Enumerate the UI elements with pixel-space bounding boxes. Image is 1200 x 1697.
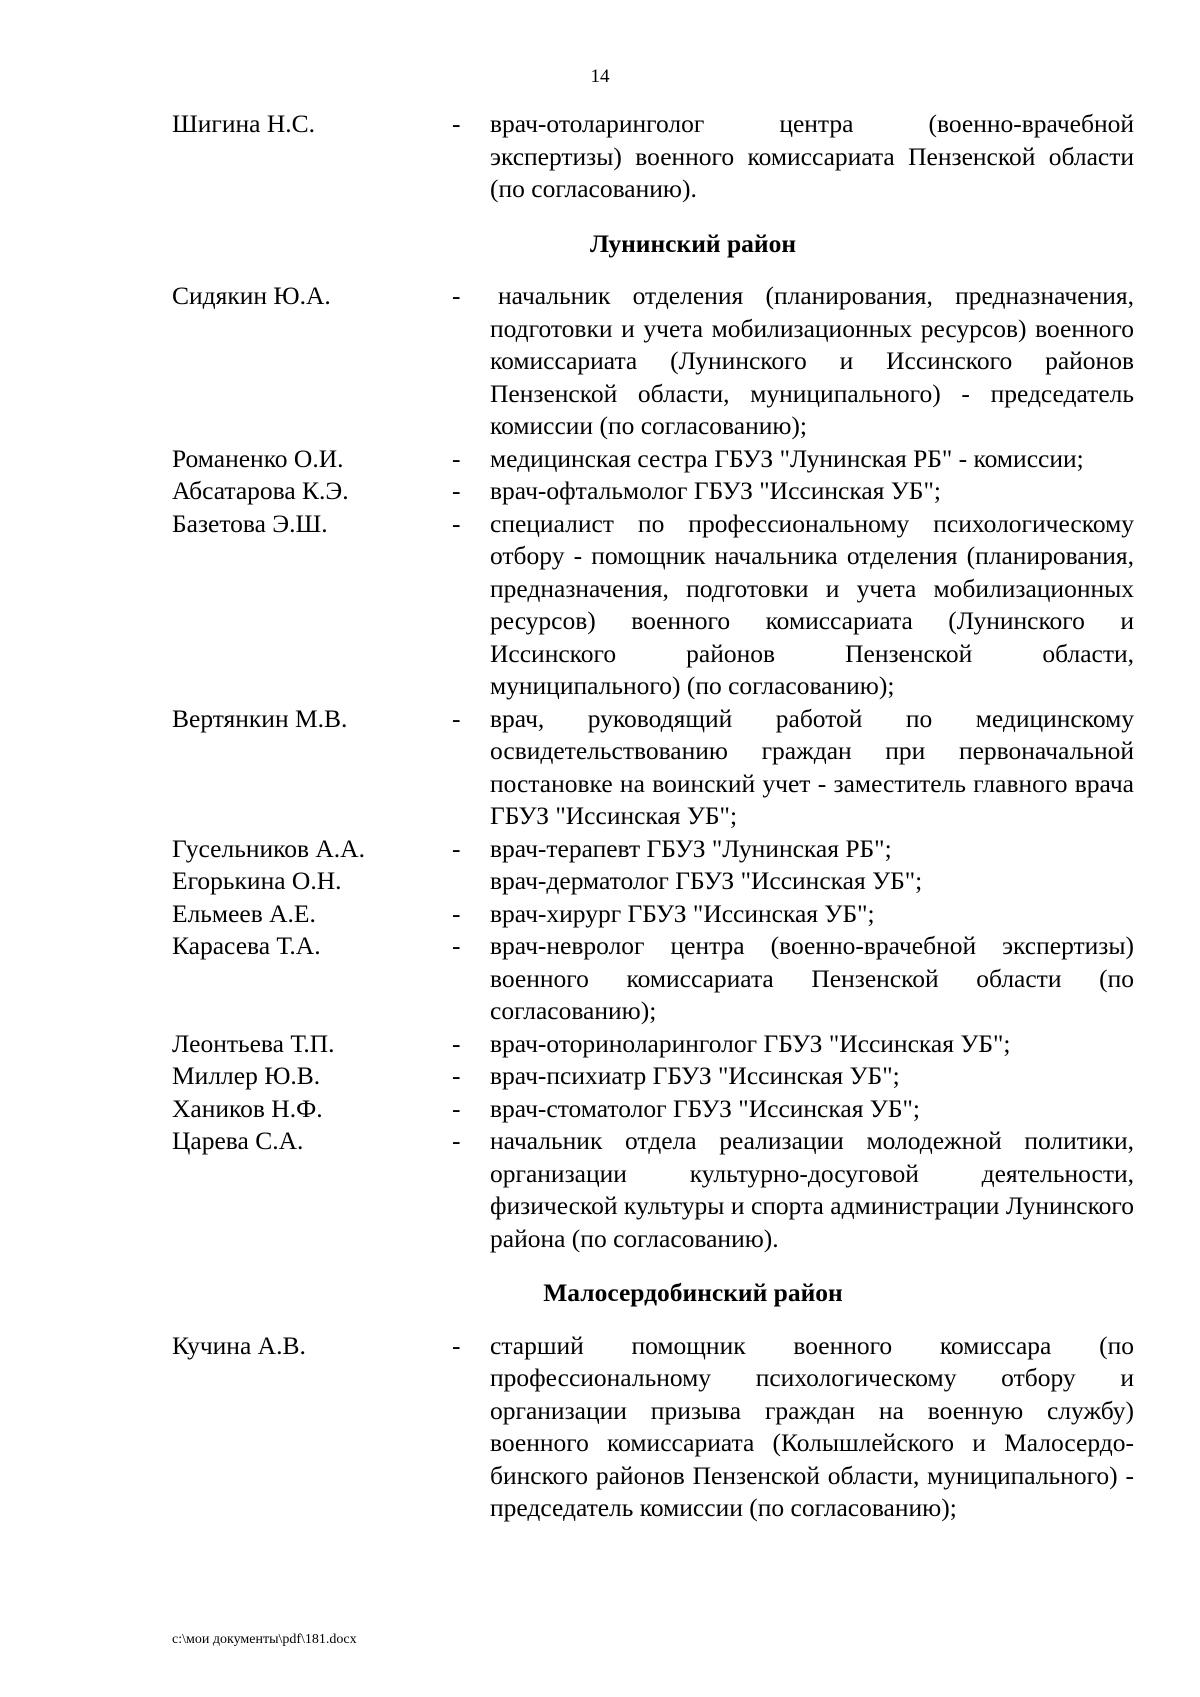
- section-heading: Лунинский район: [589, 228, 797, 258]
- list-item: [172, 1330, 1134, 1525]
- list-item: [172, 443, 1134, 476]
- person-name: Хаников Н.Ф.: [172, 1093, 323, 1123]
- person-name: Карасева Т.А.: [172, 931, 321, 960]
- person-name: Романенко О.И.: [172, 443, 344, 473]
- document-body: [172, 108, 1134, 1525]
- position-description: начальник отдела реализации молодежной политики, организации культурно-досуговой деятельности, физической культуры и спорта администрации Лунинского района (по согласованию).: [490, 1126, 1134, 1253]
- list-item: [172, 833, 1134, 866]
- dash-separator: -: [452, 931, 461, 960]
- list-item: [172, 508, 1134, 703]
- list-item: [172, 1093, 1134, 1126]
- list-item: [172, 475, 1134, 508]
- position-description: врач-терапевт ГБУЗ "Лунинская РБ";: [490, 833, 892, 863]
- page-number: 14: [590, 66, 610, 87]
- person-name: Вертянкин М.В.: [172, 703, 348, 733]
- position-description: начальник отделения (планирования, предназначения, подготовки и учета мобилизационных ресурсов) военного комиссариата (Лунинского и Иссинского районов Пензенской области, муниципального) - председатель комиссии (по согласованию);: [490, 281, 1134, 440]
- list-item: [172, 280, 1134, 443]
- person-name: Леонтьева Т.П.: [172, 1028, 335, 1058]
- position-description: врач-дерматолог ГБУЗ "Иссинская УБ";: [490, 866, 923, 895]
- dash-separator: -: [452, 109, 461, 138]
- position-description: врач-оториноларинголог ГБУЗ "Иссинская УБ";: [490, 1028, 1011, 1058]
- person-name: Базетова Э.Ш.: [172, 508, 328, 538]
- dash-separator: -: [452, 443, 461, 473]
- footer-file-path: c:\мои документы\pdf\181.docx: [172, 1632, 357, 1647]
- person-name: Шигина Н.С.: [172, 109, 315, 138]
- dash-separator: -: [452, 476, 461, 505]
- person-name: Ельмеев А.Е.: [172, 898, 316, 928]
- list-item: [172, 1125, 1134, 1255]
- list-item: [172, 1060, 1134, 1093]
- list-item: [172, 108, 1134, 206]
- person-name: Сидякин Ю.А.: [172, 281, 331, 310]
- position-description: врач-хирург ГБУЗ "Иссинская УБ";: [490, 898, 875, 928]
- person-name: Абсатарова К.Э.: [172, 476, 349, 505]
- dash-separator: [450, 865, 490, 898]
- dash-separator: -: [452, 1093, 461, 1123]
- person-name: Царева С.А.: [172, 1126, 304, 1155]
- position-description: медицинская сестра ГБУЗ "Лунинская РБ" - комиссии;: [490, 443, 1084, 473]
- dash-separator: -: [452, 1330, 461, 1360]
- list-item: [172, 703, 1134, 833]
- dash-separator: -: [452, 1028, 461, 1058]
- position-description: специалист по профессиональному психологическому отбору - помощник начальника отделения (планирования, предназначения, подготовки и учета мобилизационных ресурсов) военного комиссариата (Лунинского и Иссинского районов Пензенской области, муниципального) (по согласованию);: [490, 508, 1134, 700]
- list-item: [172, 865, 1134, 898]
- dash-separator: -: [452, 1061, 461, 1090]
- person-name: Миллер Ю.В.: [172, 1061, 321, 1090]
- dash-separator: -: [452, 1126, 461, 1155]
- position-description: старший помощник военного комиссара (по профессиональному психологическому отбору и организации призыва граждан на военную службу) военного комиссариата (Колышлейского и Малосердо-бинского районов Пензенской области, муниципального) - председатель комиссии (по согласованию);: [490, 1330, 1134, 1522]
- position-description: врач-невролог центра (военно-врачебной экспертизы) военного комиссариата Пензенской области (по согласованию);: [490, 931, 1134, 1025]
- section-heading: Малосердобинский район: [543, 1278, 843, 1307]
- position-description: врач-отоларинголог центра (военно-врачебной экспертизы) военного комиссариата Пензенской области (по согласованию).: [490, 109, 1134, 203]
- dash-separator: -: [452, 898, 461, 928]
- list-item: [172, 898, 1134, 931]
- dash-separator: -: [452, 281, 461, 310]
- position-description: врач-офтальмолог ГБУЗ "Иссинская УБ";: [490, 476, 941, 505]
- person-name: Гусельников А.А.: [172, 833, 365, 863]
- position-description: врач-стоматолог ГБУЗ "Иссинская УБ";: [490, 1093, 920, 1123]
- list-item: [172, 930, 1134, 1028]
- person-name: Егорькина О.Н.: [172, 866, 342, 895]
- position-description: врач, руководящий работой по медицинскому освидетельствованию граждан при первоначальной постановке на воинский учет - заместитель главного врача ГБУЗ "Иссинская УБ";: [490, 703, 1134, 830]
- dash-separator: -: [452, 703, 461, 733]
- dash-separator: -: [452, 833, 461, 863]
- list-item: [172, 1028, 1134, 1061]
- dash-separator: -: [452, 508, 461, 538]
- position-description: врач-психиатр ГБУЗ "Иссинская УБ";: [490, 1061, 900, 1090]
- person-name: Кучина А.В.: [172, 1330, 306, 1360]
